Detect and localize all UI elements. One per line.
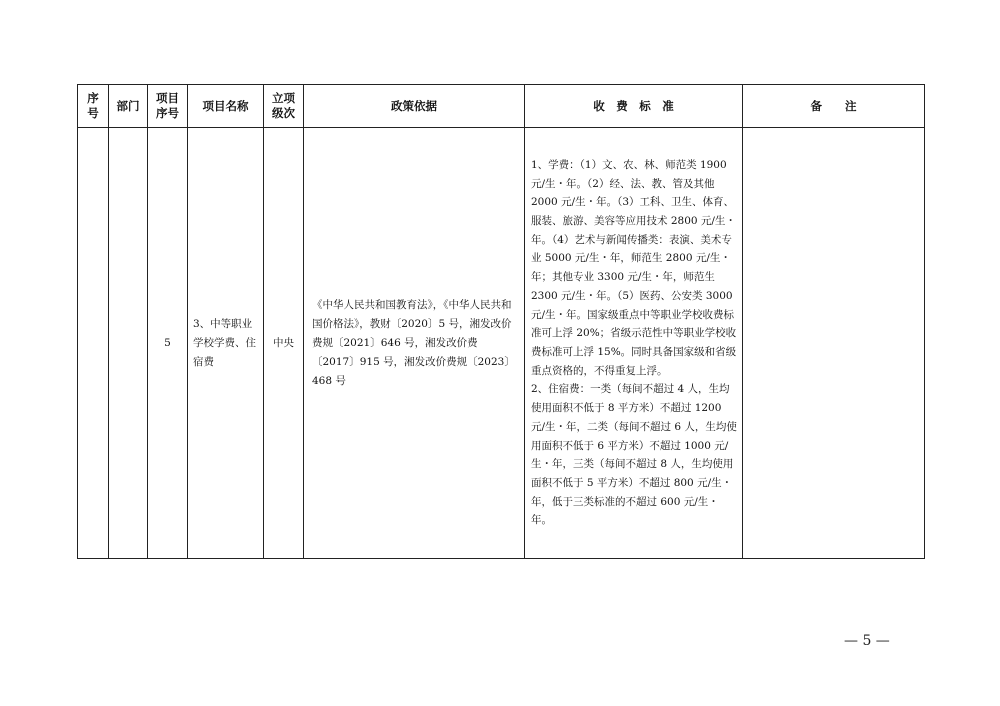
- header-seq: 序 号: [78, 85, 109, 128]
- standard-tuition: 1、学费：（1）文、农、林、师范类 1900 元/生・年。（2）经、法、教、管及其他 2000 元/生・年。（3）工科、卫生、体育、服装、旅游、美容等应用技术 2800 元/生・年。（4）艺术与新闻传播类：表演、美术专业 5000 元/生・年，师范生 2800 元/生・年；其他专业 3300 元/生・年，师范生 2300 元/生・年。（5）医药、公安类 3000 元/生・年。国家级重点中等职业学校收费标准可上浮 20%；省级示范性中等职业学校收费标准可上浮 15%。同时具备国家级和省级重点资格的，不得重复上浮。: [531, 158, 737, 377]
- header-standard: 收 费 标 准: [525, 85, 743, 128]
- cell-remarks: [743, 128, 925, 559]
- cell-item-seq: 5: [148, 128, 188, 559]
- cell-level: 中央: [264, 128, 304, 559]
- cell-dept: [109, 128, 148, 559]
- cell-item-name: 3、中等职业学校学费、住宿费: [188, 128, 264, 559]
- header-dept: 部门: [109, 85, 148, 128]
- standard-accommodation: 2、住宿费：一类（每间不超过 4 人，生均使用面积不低于 8 平方米）不超过 1200 元/生・年，二类（每间不超过 6 人，生均使用面积不低于 6 平方米）不超过 1000 元/生・年，三类（每间不超过 8 人，生均使用面积不低于 5 平方米）不超过 800 元/生・年，低于三类标准的不超过 600 元/生・年。: [531, 383, 737, 527]
- cell-seq: [78, 128, 109, 559]
- cell-policy: 《中华人民共和国教育法》，《中华人民共和国价格法》，教财〔2020〕5 号，湘发改价费规〔2021〕646 号，湘发改价费〔2017〕915 号，湘发改价费规〔2023〕468 号: [304, 128, 525, 559]
- header-level: 立项 级次: [264, 85, 304, 128]
- table-row: [78, 128, 925, 559]
- cell-standard: [525, 128, 743, 559]
- header-policy: 政策依据: [304, 85, 525, 128]
- header-item-seq: 项目 序号: [148, 85, 188, 128]
- page-number: — 5 —: [844, 633, 890, 649]
- header-remarks: 备 注: [743, 85, 925, 128]
- header-item-name: 项目名称: [188, 85, 264, 128]
- fee-standard-table: [77, 84, 925, 559]
- table-header-row: [78, 85, 925, 128]
